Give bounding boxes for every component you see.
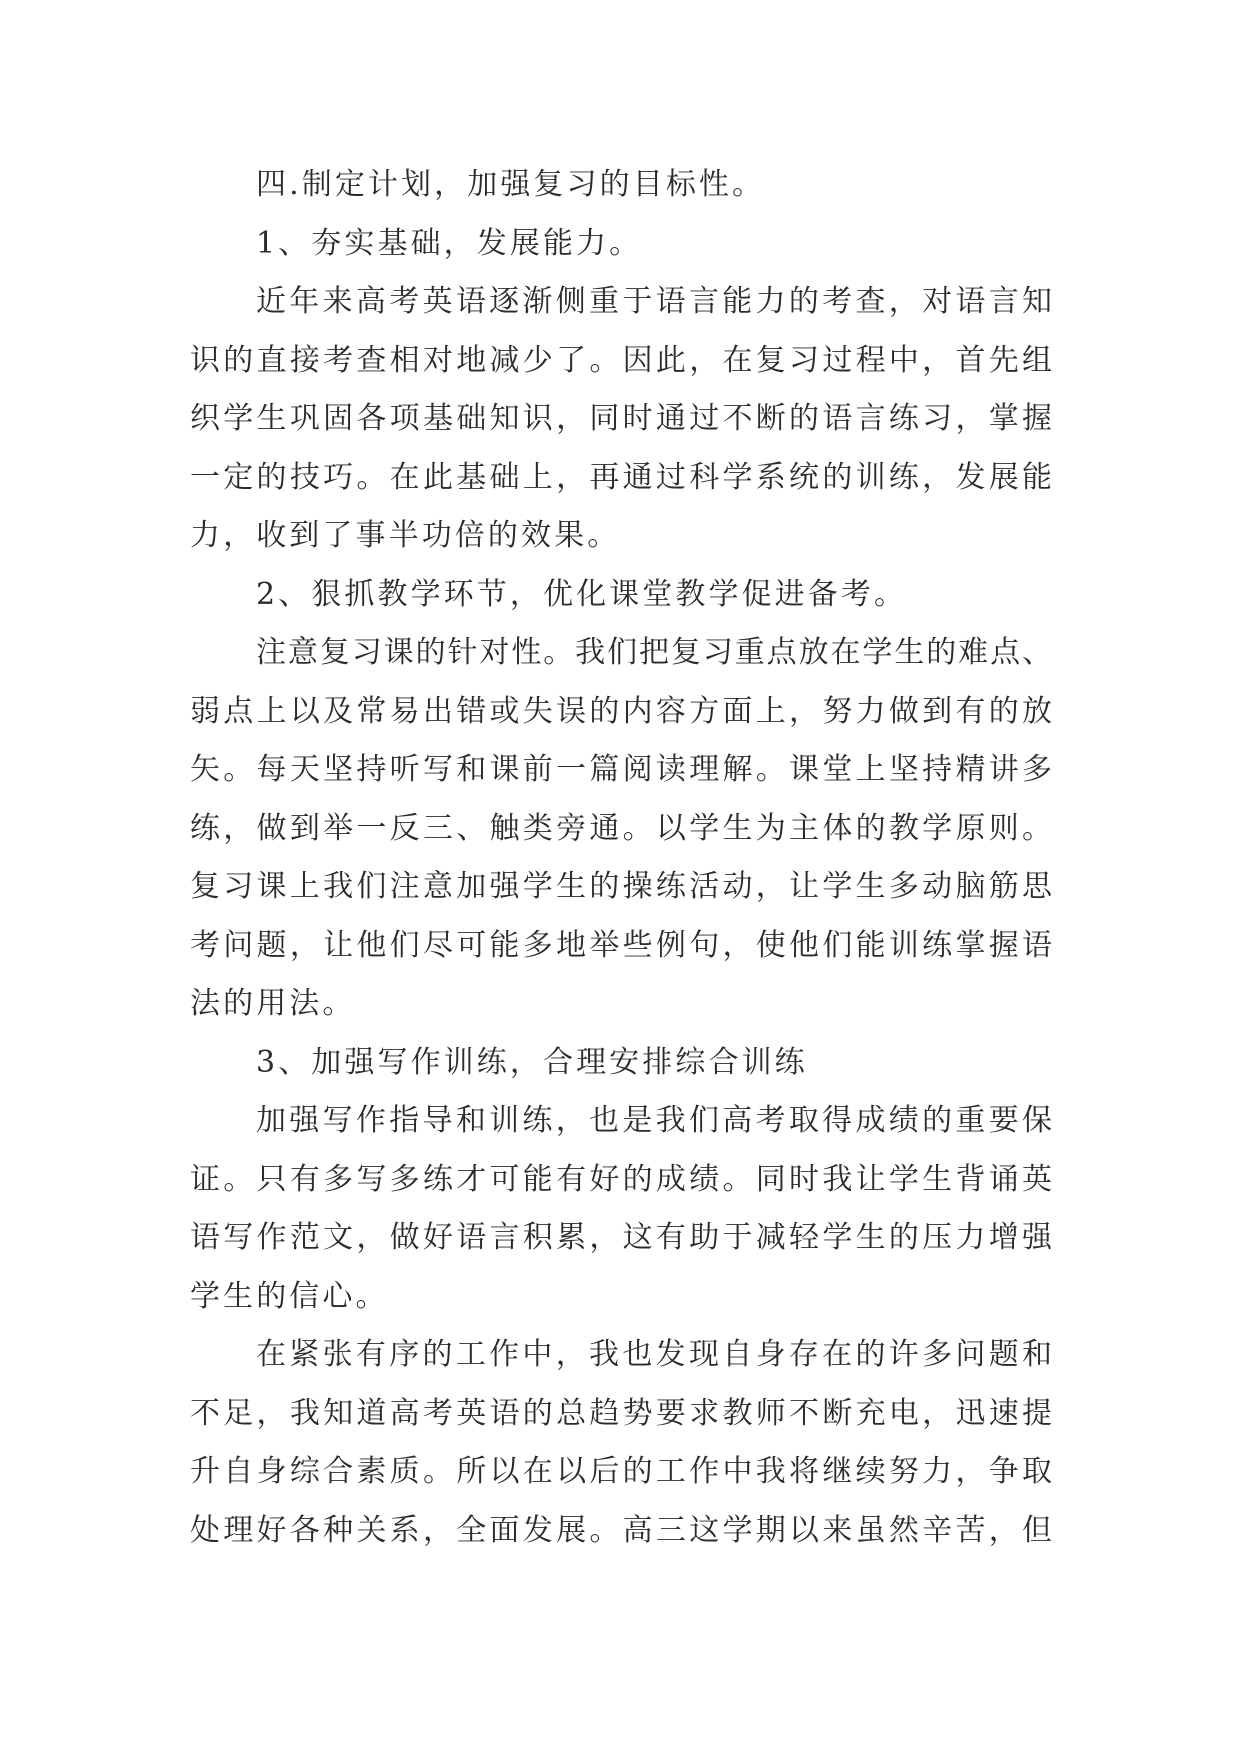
paragraph-line: 力，收到了事半功倍的效果。 — [190, 518, 621, 553]
paragraph-line: 不足，我知道高考英语的总趋势要求教师不断充电，迅速提 — [190, 1395, 1052, 1431]
document-body — [190, 156, 1052, 1560]
paragraph-line: 法的用法。 — [190, 986, 356, 1021]
paragraph-line: 复习课上我们注意加强学生的操练活动，让学生多动脑筋思 — [190, 869, 1052, 904]
paragraph-line: 识的直接考查相对地减少了。因此，在复习过程中，首先组 — [190, 342, 1052, 378]
paragraph-line: 注意复习课的针对性。我们把复习重点放在学生的难点、 — [256, 635, 1052, 670]
paragraph-line: 证。只有多写多练才可能有好的成绩。同时我让学生背诵英 — [190, 1161, 1052, 1197]
paragraph-line: 加强写作指导和训练，也是我们高考取得成绩的重要保 — [256, 1103, 1052, 1138]
paragraph-line: 升自身综合素质。所以在以后的工作中我将继续努力，争取 — [190, 1454, 1052, 1489]
subheading-2: 2、狠抓教学环节，优化课堂教学促进备考。 — [256, 576, 908, 612]
subheading-3: 3、加强写作训练，合理安排综合训练 — [256, 1044, 808, 1080]
paragraph-line: 处理好各种关系，全面发展。高三这学期以来虽然辛苦，但 — [190, 1512, 1052, 1548]
paragraph-line: 在紧张有序的工作中，我也发现自身存在的许多问题和 — [256, 1337, 1052, 1372]
subheading-1: 1、夯实基础，发展能力。 — [256, 225, 643, 261]
paragraph-line: 语写作范文，做好语言积累，这有助于减轻学生的压力增强 — [190, 1220, 1052, 1255]
paragraph-line: 织学生巩固各项基础知识，同时通过不断的语言练习，掌握 — [190, 401, 1052, 436]
paragraph-line: 一定的技巧。在此基础上，再通过科学系统的训练，发展能 — [190, 459, 1052, 495]
paragraph-line: 考问题，让他们尽可能多地举些例句，使他们能训练掌握语 — [190, 927, 1052, 963]
paragraph-line: 矢。每天坚持听写和课前一篇阅读理解。课堂上坚持精讲多 — [190, 752, 1052, 787]
paragraph-line: 近年来高考英语逐渐侧重于语言能力的考查，对语言知 — [256, 284, 1052, 319]
paragraph-line: 练，做到举一反三、触类旁通。以学生为主体的教学原则。 — [190, 810, 1052, 846]
paragraph-line: 学生的信心。 — [190, 1278, 389, 1314]
section-heading: 四.制定计划，加强复习的目标性。 — [256, 167, 766, 202]
paragraph-line: 弱点上以及常易出错或失误的内容方面上，努力做到有的放 — [190, 693, 1052, 729]
